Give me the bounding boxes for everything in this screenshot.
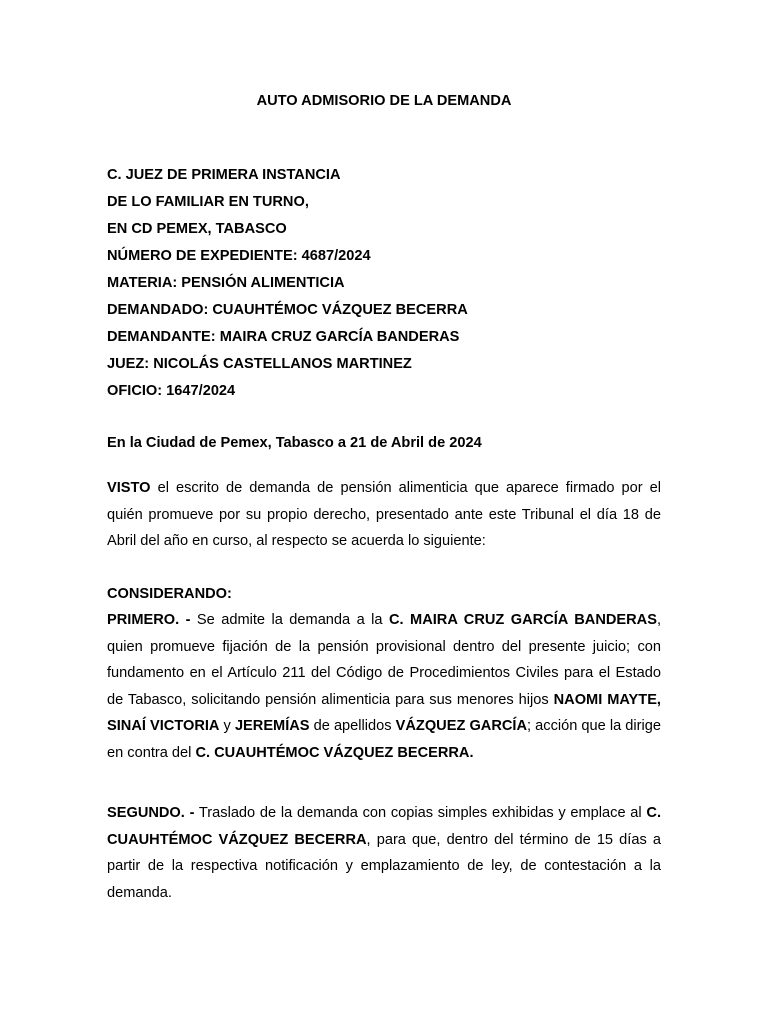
considerando-heading: CONSIDERANDO: (107, 586, 232, 602)
segundo-label: SEGUNDO. - (107, 805, 195, 821)
primero-text-4: de apellidos (309, 718, 396, 734)
document-title: AUTO ADMISORIO DE LA DEMANDA (256, 93, 512, 109)
primero-paragraph (107, 607, 661, 766)
primero-defendant-name: C. CUAUHTÉMOC VÁZQUEZ BECERRA. (195, 744, 474, 761)
primero-text-1: Se admite la demanda a la (190, 612, 389, 628)
segundo-text-1: Traslado de la demanda con copias simples exhibidas y emplace al (194, 805, 647, 821)
primero-text-5: ; acción que la dirige en contra del (107, 718, 661, 761)
visto-paragraph (107, 475, 661, 555)
header-line-office: OFICIO: 1647/2024 (107, 383, 236, 399)
primero-surnames: VÁZQUEZ GARCÍA (395, 718, 528, 734)
header-line-court: DE LO FAMILIAR EN TURNO, (107, 194, 309, 210)
header-line-location: EN CD PEMEX, TABASCO (107, 221, 287, 237)
primero-text-3: y (219, 718, 235, 734)
header-line-judge-name: JUEZ: NICOLÁS CASTELLANOS MARTINEZ (107, 356, 412, 372)
primero-text-2: , quien promueve fijación de la pensión provisional dentro del presente juicio; con fundamento en el Artículo 211 del Código de Procedimientos Civiles para el Estado de Tabasco, solicitando pensión alimenticia para sus menores hijos (107, 612, 662, 708)
place-date-line: En la Ciudad de Pemex, Tabasco a 21 de Abril de 2024 (107, 435, 482, 451)
primero-children-names: NAOMI MAYTE, SINAÍ VICTORIA (107, 691, 661, 734)
visto-text: el escrito de demanda de pensión alimenticia que aparece firmado por el quién promueve por su propio derecho, presentado ante este Tribunal el día 18 de Abril del año en curso, al respecto se acuerda lo siguiente: (107, 480, 661, 549)
segundo-defendant-name: C. CUAUHTÉMOC VÁZQUEZ BECERRA (107, 805, 662, 848)
segundo-text-2: , para que, dentro del término de 15 días a partir de la respectiva notificación y emplazamiento de ley, de contestación a la demanda. (107, 831, 661, 901)
case-header-block (107, 165, 667, 408)
header-line-plaintiff: DEMANDANTE: MAIRA CRUZ GARCÍA BANDERAS (107, 329, 460, 345)
header-line-defendant: DEMANDADO: CUAUHTÉMOC VÁZQUEZ BECERRA (107, 302, 468, 318)
segundo-paragraph (107, 800, 661, 906)
header-line-case-number: NÚMERO DE EXPEDIENTE: 4687/2024 (107, 248, 371, 264)
header-line-judge: C. JUEZ DE PRIMERA INSTANCIA (107, 167, 341, 183)
primero-child-name: JEREMÍAS (234, 718, 310, 734)
header-line-subject: MATERIA: PENSIÓN ALIMENTICIA (107, 275, 345, 291)
visto-label: VISTO (107, 480, 151, 496)
primero-label: PRIMERO. - (107, 612, 191, 628)
primero-actor-name: C. MAIRA CRUZ GARCÍA BANDERAS (389, 612, 657, 628)
